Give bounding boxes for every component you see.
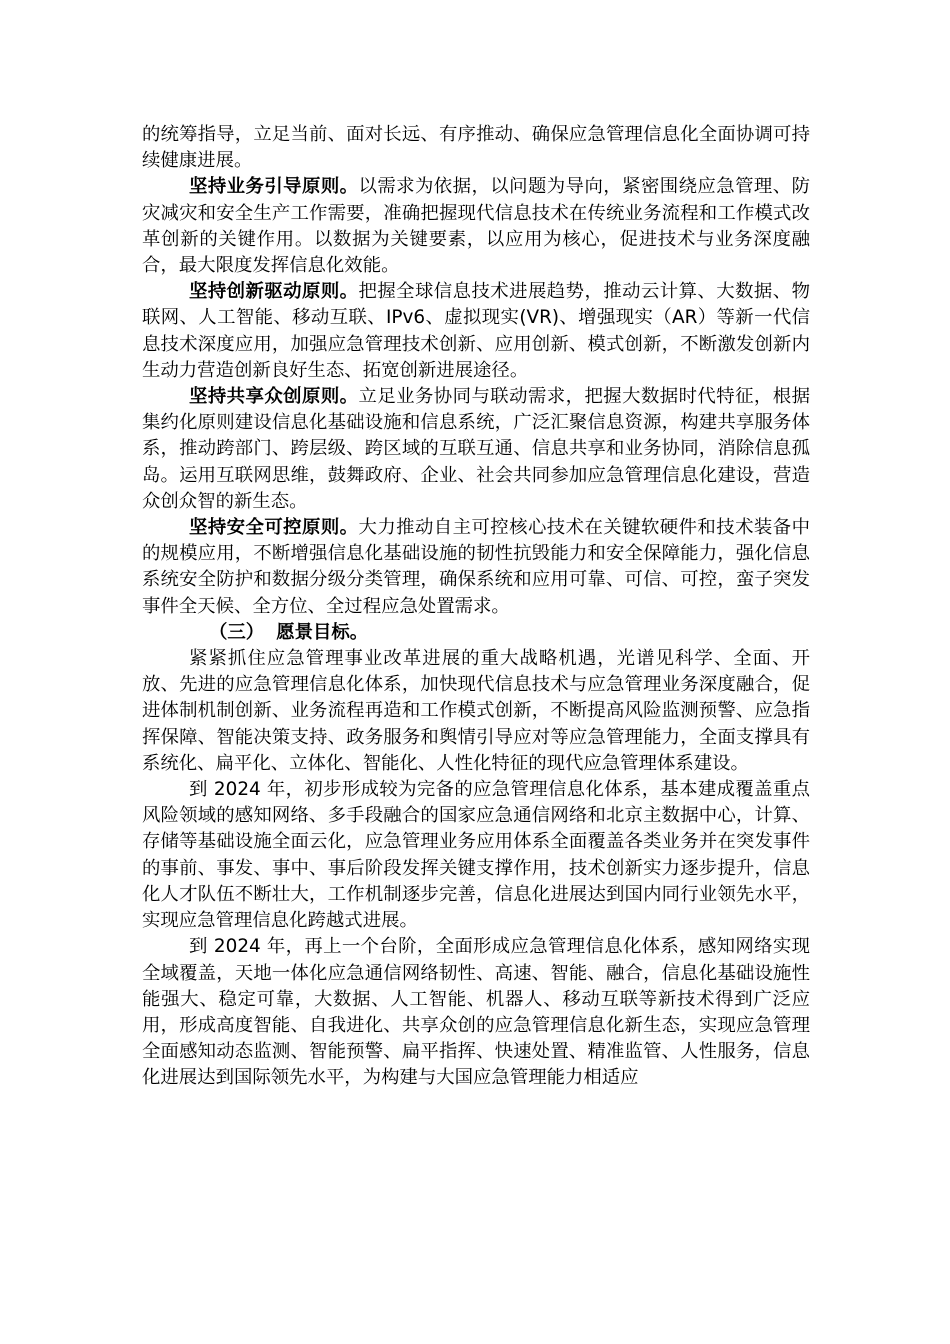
principle-shared-co-creation [142,384,810,515]
principle-text: 把握全球信息技术进展趋势，推动云计算、大数据、物联网、人工智能、移动互联、IPv6、虚拟现实(VR)、增强现实（AR）等新一代信息技术深度应用，加强应急管理技术创新、应用创新、模式创新，不断激发创新内生动力营造创新良好生态、拓宽创新进展途径。 [142,281,810,381]
body-paragraph-vision [142,646,810,777]
body-paragraph-goal-second [142,934,810,1091]
principle-security-control [142,515,810,620]
paragraph-text: 的统筹指导，立足当前、面对长远、有序推动、确保应急管理信息化全面协调可持续健康进展。 [142,124,810,172]
principle-business-guidance [142,174,810,279]
paragraph-text: 到 2024 年，再上一个台阶，全面形成应急管理信息化体系，感知网络实现全域覆盖，天地一体化应急通信网络韧性、高速、智能、融合，信息化基础设施性能强大、稳定可靠，大数据、人工智能、机器人、移动互联等新技术得到广泛应用，形成高度智能、自我进化、共享众创的应急管理信息化新生态，实现应急管理全面感知动态监测、智能预警、扁平指挥、快速处置、精准监管、人性服务，信息化进展达到国际领先水平，为构建与大国应急管理能力相适应 [142,936,810,1089]
section-title: 愿景目标。 [276,621,369,643]
principle-innovation-driven [142,279,810,384]
paragraph-text: 到 2024 年，初步形成较为完备的应急管理信息化体系，基本建成覆盖重点风险领域的感知网络、多手段融合的国家应急通信网络和北京主数据中心，计算、存储等基础设施全面云化，应急管理业务应用体系全面覆盖各类业务并在突发事件的事前、事发、事中、事后阶段发挥关键支撑作用，技术创新实力逐步提升，信息化人才队伍不断壮大，工作机制逐步完善，信息化进展达到国内同行业领先水平，实现应急管理信息化跨越式进展。 [142,779,810,932]
paragraph-text: 紧紧抓住应急管理事业改革进展的重大战略机遇，光谱见科学、全面、开放、先进的应急管理信息化体系，加快现代信息技术与应急管理业务深度融合，促进体制机制创新、业务流程再造和工作模式创新，不断提高风险监测预警、应急指挥保障、智能决策支持、政务服务和舆情引导应对等应急管理能力，全面支撑具有系统化、扁平化、立体化、智能化、人性化特征的现代应急管理体系建设。 [142,648,810,774]
section-number: （三） [209,621,265,643]
principle-title: 坚持业务引导原则。 [189,176,359,198]
paragraph-continuation [142,122,810,174]
principle-text: 立足业务协同与联动需求，把握大数据时代特征，根据集约化原则建设信息化基础设施和信息系统，广泛汇聚信息资源，构建共享服务体系，推动跨部门、跨层级、跨区域的互联互通、信息共享和业务协同，消除信息孤岛。运用互联网思维，鼓舞政府、企业、社会共同参加应急管理信息化建设，营造众创众智的新生态。 [142,386,810,512]
section-heading [142,620,810,646]
principle-text: 大力推动自主可控核心技术在关键软硬件和技术装备中的规模应用，不断增强信息化基础设施的韧性抗毁能力和安全保障能力，强化信息系统安全防护和数据分级分类管理，确保系统和应用可靠、可信、可控，蛮子突发事件全天候、全方位、全过程应急处置需求。 [142,517,810,617]
body-paragraph-goal-first [142,777,810,934]
principle-title: 坚持安全可控原则。 [189,517,359,539]
document-page [142,122,810,1092]
principle-title: 坚持创新驱动原则。 [189,281,359,303]
principle-title: 坚持共享众创原则。 [189,386,359,408]
principle-text: 以需求为依据，以问题为导向，紧密围绕应急管理、防灾减灾和安全生产工作需要，准确把握现代信息技术在传统业务流程和工作模式改革创新的关键作用。以数据为关键要素，以应用为核心，促进技术与业务深度融合，最大限度发挥信息化效能。 [142,176,810,277]
